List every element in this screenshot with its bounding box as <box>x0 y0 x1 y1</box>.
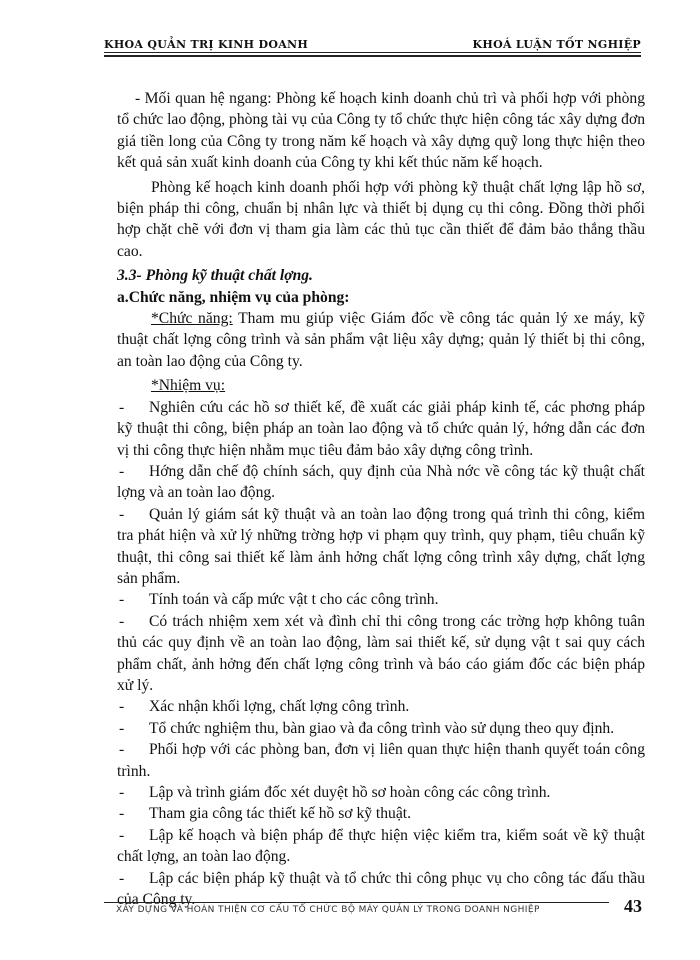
duty-item: - Tổ chức nghiệm thu, bàn giao và đa công trình vào sử dụng theo quy định. <box>119 719 615 737</box>
page-header <box>104 33 641 57</box>
duty-item: - Phối hợp với các phòng ban, đơn vị liên quan thực hiện thanh quyết toán công trình. <box>117 741 645 780</box>
duty-item: - Lập kế hoạch và biện pháp để thực hiện việc kiểm tra, kiểm soát về kỹ thuật chất lợng, an toàn lao động. <box>117 826 645 866</box>
subsection-title: a.Chức năng, nhiệm vụ của phòng: <box>117 288 350 306</box>
header-faculty: KHOA QUẢN TRỊ KINH DOANH <box>104 38 309 51</box>
duty-item: - Nghiên cứu các hồ sơ thiết kế, đề xuất các giải pháp kinh tế, các phơng pháp kỹ thuật thi công, biện pháp an toàn lao động và tổ chức quản lý, hớng dẫn các đơn vị thi công thực hiện nhằm mục tiêu đảm bảo xây dựng công trình. <box>117 398 645 459</box>
duty-label: *Nhiệm vụ: <box>151 377 226 395</box>
footer-rule <box>104 902 609 903</box>
duty-item: - Tính toán và cấp mức vật t cho các công trình. <box>119 591 439 609</box>
function-label: *Chức năng: <box>151 310 233 328</box>
section-title: 3.3- Phòng kỹ thuật chất lợng. <box>117 267 313 285</box>
header-thesis: KHOÁ LUẬN TỐT NGHIỆP <box>472 38 641 51</box>
paragraph-coordination: Phòng kế hoạch kinh doanh phối hợp với phòng kỹ thuật chất lợng lập hồ sơ, biện pháp thi công, chuẩn bị nhân lực và thiết bị dụng cụ thi công. Đồng thời phối hợp chặt chẽ với đơn vị tham gia làm các thủ tục cần thiết để đảm bảo thắng thầu cao. <box>117 178 645 260</box>
duty-item: - Quản lý giám sát kỹ thuật và an toàn lao động trong quá trình thi công, kiểm tra phát hiện và xử lý những trờng hợp vi phạm quy trình, quy phạm, tiêu chuẩn kỹ thuật, thi công sai thiết kế làm ảnh hởng chất lợng công trình xây dựng, chất lợng sản phẩm. <box>117 505 645 587</box>
duty-item: - Hớng dẫn chế độ chính sách, quy định của Nhà nớc về công tác kỹ thuật chất lợng và an toàn lao động. <box>117 462 645 502</box>
page-footer <box>104 896 664 932</box>
duty-item: - Có trách nhiệm xem xét và đình chỉ thi công trong các trờng hợp không tuân thủ các quy định về an toàn lao động, làm sai thiết kế, sử dụng vật t sai quy cách phẩm chất, ảnh hởng đến chất lợng công trình và báo cáo giám đốc các biện pháp xử lý. <box>117 612 645 694</box>
duty-item: - Lập các biện pháp kỹ thuật và tổ chức thi công phục vụ cho công tác đấu thầu của Công ty. <box>117 869 645 909</box>
duty-heading <box>117 375 645 396</box>
function-text: Tham mu giúp việc Giám đốc về công tác quản lý xe máy, kỹ thuật chất lợng công trình và sản phẩm vật liệu xây dựng; quản lý thiết bị thi công, an toàn lao động của Công ty. <box>117 310 646 370</box>
document-body <box>117 88 645 910</box>
paragraph-horizontal-relation: - Mối quan hệ ngang: Phòng kế hoạch kinh doanh chủ trì và phối hợp với phòng tổ chức lao động, phòng tài vụ của Công ty tổ chức thực hiện công tác xây dựng đơn giá tiền long của Công ty trong năm kế hoạch và xây dựng quỹ long thực hiện theo kết quả sản xuất kinh doanh của Công ty khi kết thúc năm kế hoạch. <box>117 90 645 172</box>
function-paragraph <box>117 308 645 372</box>
duty-item: - Tham gia công tác thiết kế hồ sơ kỹ thuật. <box>119 805 412 823</box>
footer-thesis-title: XÂY DỰNG VÀ HOÀN THIỆN CƠ CẤU TỔ CHỨC BỘ MÁY QUẢN LÝ TRONG DOANH NGHIỆP <box>116 905 540 915</box>
duty-item: - Xác nhận khối lợng, chất lợng công trình. <box>119 698 410 716</box>
duty-item: - Lập và trình giám đốc xét duyệt hồ sơ hoàn công các công trình. <box>119 784 551 801</box>
page-number: 43 <box>624 896 642 916</box>
header-rule-thick <box>104 55 641 57</box>
header-rule <box>104 52 641 53</box>
